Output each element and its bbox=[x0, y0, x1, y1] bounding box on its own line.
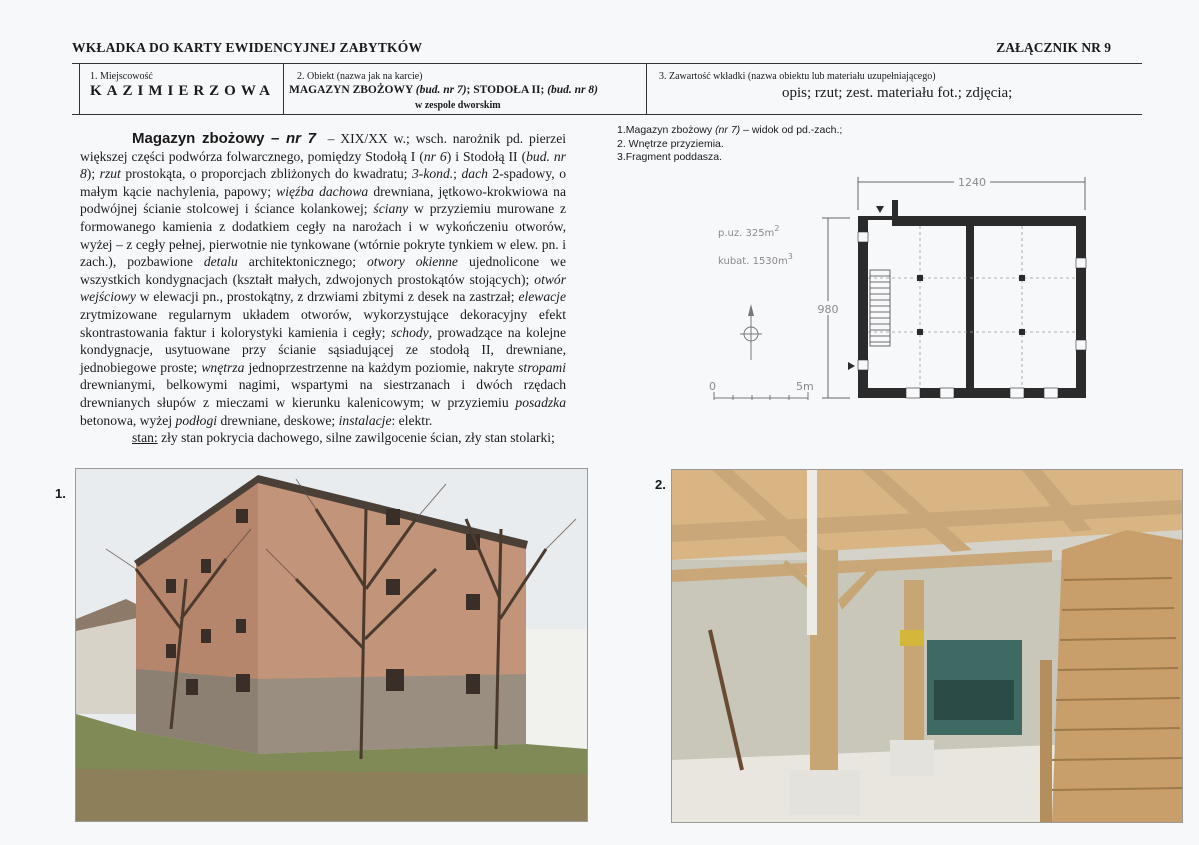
desc-seg: w elewacji pn., prostokątny, z drzwiami zbitymi z desek na zastrzał; bbox=[135, 289, 519, 305]
north-wall bbox=[892, 216, 1086, 226]
usable-area: p.uz. $325m^2$ bbox=[718, 224, 780, 239]
desc-seg: elewacje bbox=[518, 289, 566, 305]
caption-1-b: (nr 7) bbox=[715, 124, 741, 136]
desc-seg: instalacje bbox=[338, 412, 392, 428]
desc-seg: architektonicznego; bbox=[237, 254, 367, 270]
photo-number-2: 2. bbox=[655, 477, 666, 492]
table-top-rule bbox=[72, 63, 1142, 64]
desc-seg: otwór wejściowy bbox=[80, 271, 566, 305]
desc-seg: stropami bbox=[518, 359, 566, 375]
desc-seg: więźba dachowa bbox=[276, 183, 369, 199]
condition-label: stan: bbox=[132, 430, 158, 446]
lead-name: Magazyn zbożowy bbox=[132, 130, 265, 147]
page-title: WKŁADKA DO KARTY EWIDENCYJNEJ ZABYTKÓW bbox=[72, 40, 423, 55]
table-divider-1 bbox=[283, 63, 284, 115]
condition-text: zły stan pokrycia dachowego, silne zawilgocenie ścian, zły stan stolarki; bbox=[157, 430, 555, 446]
east-wall bbox=[1076, 216, 1086, 398]
desc-seg: schody bbox=[390, 324, 429, 340]
object-subtitle: w zespole dworskim bbox=[415, 100, 501, 111]
photo-captions bbox=[617, 124, 842, 165]
desc-seg: betonowa, wyżej bbox=[80, 412, 176, 428]
desc-seg: ujednolicone we wszystkich kondygnacjach (kształt małych, zdwojonych prostokątów stojących); bbox=[80, 254, 566, 287]
desc-seg: rzut bbox=[99, 166, 121, 182]
desc-seg: ) i Stodołą II ( bbox=[446, 148, 527, 164]
desc-seg: 2-spadowy, o małym kącie nachylenia, papowy; bbox=[80, 166, 566, 199]
object-number-2: (bud. nr 8) bbox=[547, 84, 598, 96]
desc-seg: posadzka bbox=[515, 394, 566, 410]
caption-1-c: – widok od pd.-zach.; bbox=[740, 124, 843, 136]
desc-seg: drewniane, deskowe; bbox=[217, 412, 339, 428]
plan-walls bbox=[858, 200, 1086, 398]
lead-dash: – bbox=[264, 130, 287, 147]
caption-2: 2. Wnętrze przyziemia. bbox=[617, 137, 724, 150]
caption-1-a: 1.Magazyn zbożowy bbox=[617, 124, 716, 136]
width-dimension: 1240 bbox=[958, 176, 986, 189]
table-divider-2 bbox=[646, 63, 647, 115]
desc-seg: wnętrza bbox=[201, 359, 245, 375]
volume: kubat. $1530m^3$ bbox=[718, 252, 793, 267]
lead-number: nr 7 bbox=[286, 130, 316, 147]
north-wall-left bbox=[858, 216, 892, 220]
desc-seg: drewniana, jętkowo-krokwiowa na podwójnej ścianie stolcowej i ściance kolankowej; bbox=[80, 183, 566, 217]
photo-interior-image bbox=[672, 470, 1182, 822]
west-wall bbox=[858, 216, 868, 398]
desc-seg: ); bbox=[86, 166, 100, 182]
desc-seg: , prowadzące na kolejne kondygnacje, usytuowane przy ścianie sąsiadującej ze stodołą II, drewniane, jednobiegowe proste; bbox=[80, 324, 566, 375]
photo-exterior-image bbox=[76, 469, 587, 821]
desc-seg: detalu bbox=[203, 254, 238, 270]
contents-value: opis; rzut; zest. materiału fot.; zdjęcia; bbox=[782, 85, 1013, 101]
scale-zero: 0 bbox=[709, 380, 716, 393]
annex-label: ZAŁĄCZNIK NR 9 bbox=[996, 40, 1111, 55]
place-label: 1. Miejscowość bbox=[90, 71, 153, 82]
desc-seg: drewnianymi, belkowymi nagimi, wspartymi na siestrzanach i dwóch rzędach drewnianych słupów z mieczami w kierunku kalenicowym; w przyziemiu bbox=[80, 377, 566, 410]
desc-seg: – XIX/XX w.; wsch. narożnik pd. pierzei większej części podwórza folwarcznego, pomiędzy Stodołą I ( bbox=[80, 131, 566, 164]
photo-number-1: 1. bbox=[55, 486, 66, 501]
object-name-2: ; STODOŁA II; bbox=[466, 84, 545, 96]
desc-seg: podłogi bbox=[175, 412, 218, 428]
object-value bbox=[289, 84, 598, 96]
photo-interior bbox=[671, 469, 1183, 823]
scale-five: 5m bbox=[796, 380, 814, 393]
desc-seg: ; bbox=[453, 166, 462, 182]
desc-seg: nr 6 bbox=[423, 148, 447, 164]
desc-seg: jednoprzestrzenne na każdym poziomie, nakryte bbox=[244, 359, 519, 375]
height-dimension: 980 bbox=[817, 303, 839, 316]
desc-seg: prostokąta, o proporcjach zbliżonych do kwadratu; bbox=[120, 166, 412, 182]
description-text bbox=[80, 130, 566, 447]
desc-seg: ściany bbox=[373, 201, 409, 217]
desc-seg: zrytmizowane regularnym układem otworów, wykorzystujące dekoracyjny efekt skontrastowania faktur i kolorystyki kamienia i cegły; bbox=[80, 306, 566, 340]
entry-arrow-west bbox=[848, 362, 855, 370]
table-left-rule bbox=[79, 63, 80, 115]
caption-1 bbox=[617, 124, 842, 138]
caption-3: 3.Fragment poddasza. bbox=[617, 151, 723, 163]
desc-seg: : elektr. bbox=[391, 412, 433, 428]
object-number-1: (bud. nr 7) bbox=[415, 84, 467, 96]
desc-seg: 3-kond. bbox=[412, 166, 454, 182]
north-arrow-head bbox=[748, 304, 754, 316]
plan-stairs bbox=[870, 270, 890, 346]
object-name: MAGAZYN ZBOŻOWY bbox=[289, 84, 413, 96]
contents-label: 3. Zawartość wkładki (nazwa obiektu lub materiału uzupełniającego) bbox=[659, 71, 936, 82]
table-bottom-rule bbox=[72, 114, 1142, 115]
desc-seg: dach bbox=[461, 166, 488, 182]
floor-plan bbox=[700, 170, 1100, 410]
entry-arrow-north bbox=[876, 206, 884, 213]
desc-seg: bud. nr 8 bbox=[80, 148, 566, 182]
place-value: KAZIMIERZOWA bbox=[90, 83, 276, 99]
desc-seg: otwory okienne bbox=[366, 254, 458, 270]
partition-wall bbox=[966, 226, 974, 388]
desc-seg: w przyziemiu murowane z formowanego kamienia z dodatkiem cegły na narożach i w wykończeniu otworów, wyżej – z cegły pełnej, pierwotnie nie tynkowane (wtórnie pokryte tynkiem w elew. pn. i zach.), pozbawione bbox=[80, 201, 567, 270]
entry-jamb bbox=[892, 200, 898, 226]
photo-exterior bbox=[75, 468, 588, 822]
object-label: 2. Obiekt (nazwa jak na karcie) bbox=[297, 71, 423, 82]
